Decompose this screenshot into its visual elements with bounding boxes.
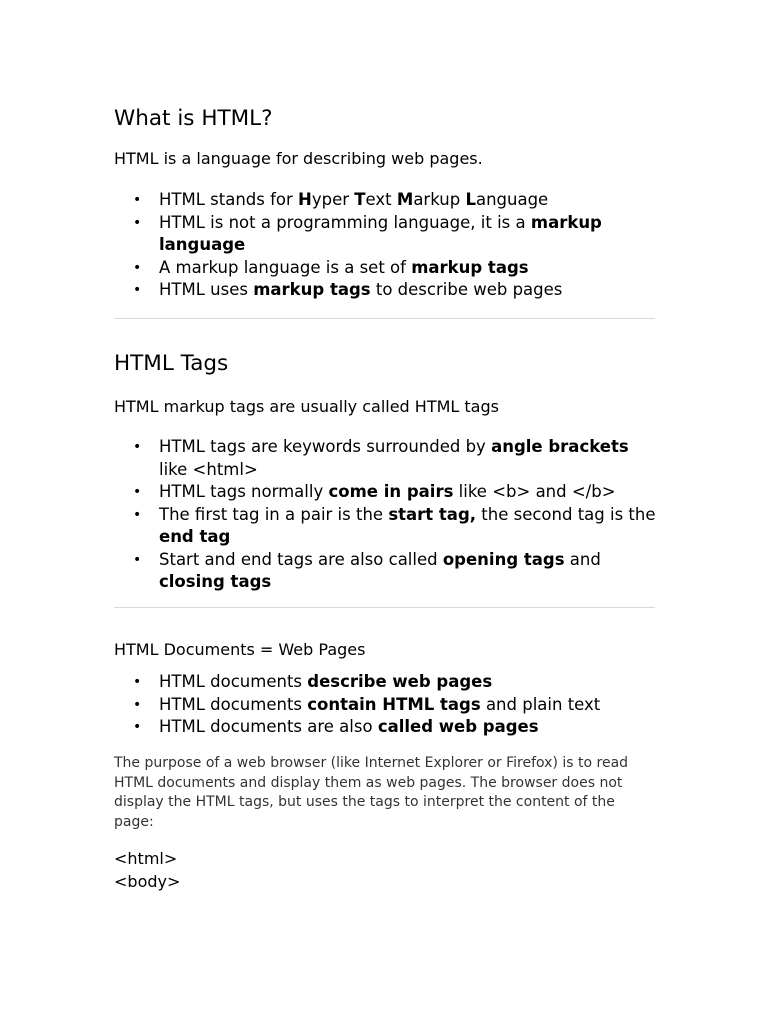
intro-what-is-html: HTML is a language for describing web pages. [114,149,483,168]
list-item: • HTML documents describe web pages [114,671,659,694]
divider [114,607,655,608]
list-item: • HTML documents are also called web pages [114,716,659,739]
list-html-documents [114,671,659,739]
bullet-icon: • [133,696,142,713]
bullet-icon: • [133,214,142,231]
bullet-icon: • [133,674,142,690]
bullet-icon: • [133,719,142,735]
bullet-icon: • [133,282,142,298]
list-item: • Start and end tags are also called opening tags and closing tags [133,549,601,591]
bullet-icon: • [133,484,142,500]
code-line-body: <body> [114,872,181,891]
divider [114,318,655,319]
list-html-tags [114,436,659,594]
list-item: • HTML tags normally come in pairs like <b> and </b> [114,481,659,504]
bullet-icon: • [133,506,142,523]
list-item: • HTML is not a programming language, it is a markup language [133,212,602,254]
list-item: • HTML stands for Hyper Text Markup Language [114,189,659,212]
heading-html-documents: HTML Documents = Web Pages [114,640,366,659]
bullet-icon: • [133,192,142,208]
heading-html-tags: HTML Tags [114,351,229,376]
list-item: • HTML documents contain HTML tags and plain text [114,694,659,717]
code-line-html: <html> [114,849,178,868]
list-item: • HTML tags are keywords surrounded by angle brackets like <html> [133,437,629,479]
list-item: • A markup language is a set of markup tags [114,257,659,280]
bullet-icon: • [133,439,142,455]
bullet-icon: • [133,551,142,568]
list-item: • The first tag in a pair is the start tag, the second tag is the end tag [133,504,656,546]
browser-paragraph: The purpose of a web browser (like Internet Explorer or Firefox) is to read HTML documents and display them as web pages. The browser does not display the HTML tags, but uses the tags to interpret the content of the page: [114,755,629,830]
list-item: • HTML uses markup tags to describe web pages [114,279,659,302]
intro-html-tags: HTML markup tags are usually called HTML tags [114,397,499,416]
heading-what-is-html: What is HTML? [114,106,273,131]
bullet-icon: • [133,259,142,276]
list-what-is-html [114,189,659,302]
